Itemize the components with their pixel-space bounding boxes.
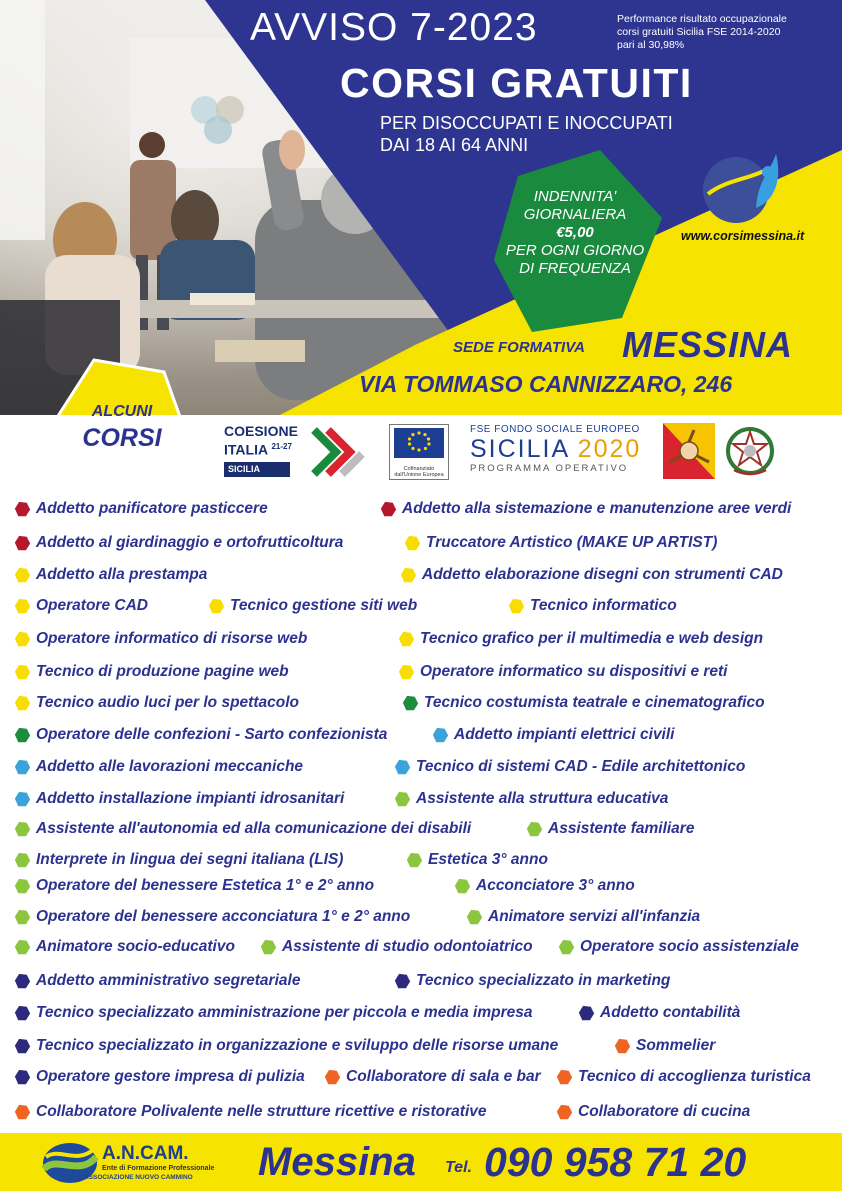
- hexagon-bullet-icon: [558, 939, 575, 956]
- indemnity-line-5: DI FREQUENZA: [519, 260, 631, 277]
- hexagon-bullet-icon: [400, 567, 417, 584]
- hexagon-bullet-icon: [14, 939, 31, 956]
- location-city: MESSINA: [622, 324, 794, 365]
- hexagon-bullet-icon: [14, 727, 31, 744]
- footer-city: Messina: [258, 1140, 416, 1184]
- indemnity-line-2: GIORNALIERA: [523, 206, 627, 223]
- course-label: Addetto amministrativo segretariale: [36, 972, 301, 989]
- hexagon-bullet-icon: [402, 695, 419, 712]
- hexagon-bullet-icon: [14, 1104, 31, 1121]
- course-item: [14, 531, 343, 555]
- sicilia-2020-logo: [470, 424, 650, 480]
- hexagon-bullet-icon: [556, 1104, 573, 1121]
- course-item: [394, 755, 745, 779]
- course-item: [466, 905, 700, 929]
- course-label: Assistente familiare: [548, 820, 695, 837]
- hexagon-bullet-icon: [394, 973, 411, 990]
- course-item: [14, 563, 207, 587]
- indemnity-line-1: INDENNITA': [533, 188, 617, 205]
- course-label: Collaboratore Polivalente nelle strutture ricettive e ristorative: [36, 1103, 487, 1120]
- footer-bar: [0, 1133, 842, 1191]
- course-item: [394, 969, 670, 993]
- course-item: [14, 1065, 305, 1089]
- performance-line-3: pari al 30,98%: [617, 39, 685, 51]
- course-label: Tecnico specializzato in organizzazione e sviluppo delle risorse umane: [36, 1037, 559, 1054]
- course-label: Operatore socio assistenziale: [580, 938, 799, 955]
- course-label: Operatore del benessere acconciatura 1° e 2° anno: [36, 908, 411, 925]
- eu-caption-2: dall'Unione Europea: [394, 472, 444, 478]
- hexagon-bullet-icon: [380, 501, 397, 518]
- eu-flag-logo: [389, 424, 449, 480]
- course-item: [400, 563, 783, 587]
- course-item: [14, 660, 289, 684]
- coesione-line-1: COESIONE: [224, 423, 298, 439]
- hexagon-bullet-icon: [508, 598, 525, 615]
- indemnity-line-4: PER OGNI GIORNO: [505, 242, 645, 259]
- eu-flag-icon: [390, 425, 448, 461]
- course-item: [14, 905, 410, 929]
- course-item: [14, 1001, 532, 1025]
- hexagon-bullet-icon: [208, 598, 225, 615]
- course-item: [14, 1100, 487, 1124]
- course-item: [14, 874, 374, 898]
- course-label: Assistente di studio odontoiatrico: [282, 938, 533, 955]
- hexagon-bullet-icon: [394, 759, 411, 776]
- course-label: Collaboratore di cucina: [578, 1103, 751, 1120]
- course-item: [14, 497, 268, 521]
- course-label: Addetto impianti elettrici civili: [454, 726, 675, 743]
- course-item: [508, 594, 677, 618]
- location-address: VIA TOMMASO CANNIZZARO, 246: [359, 371, 733, 397]
- hexagon-bullet-icon: [14, 791, 31, 808]
- hexagon-bullet-icon: [556, 1069, 573, 1086]
- phone-number[interactable]: 090 958 71 20: [484, 1139, 747, 1185]
- hexagon-bullet-icon: [14, 821, 31, 838]
- course-item: [14, 817, 471, 841]
- hexagon-bullet-icon: [14, 1069, 31, 1086]
- main-title: CORSI GRATUITI: [340, 60, 693, 106]
- course-label: Assistente alla struttura educativa: [416, 790, 669, 807]
- corsimessina-logo: [700, 150, 784, 230]
- course-item: [398, 660, 728, 684]
- hexagon-bullet-icon: [526, 821, 543, 838]
- course-label: Assistente all'autonomia ed alla comunicazione dei disabili: [36, 820, 472, 837]
- course-label: Addetto alla sistemazione e manutenzione aree verdi: [402, 500, 792, 517]
- course-label: Operatore informatico di risorse web: [36, 630, 308, 647]
- course-item: [14, 1034, 558, 1058]
- course-item: [14, 594, 148, 618]
- course-label: Operatore informatico su dispositivi e reti: [420, 663, 728, 680]
- hexagon-bullet-icon: [14, 598, 31, 615]
- course-item: [578, 1001, 740, 1025]
- hexagon-bullet-icon: [454, 878, 471, 895]
- fse-line: FSE FONDO SOCIALE EUROPEO: [470, 424, 640, 435]
- course-item: [526, 817, 694, 841]
- course-label: Estetica 3° anno: [428, 851, 548, 868]
- course-label: Addetto elaborazione disegni con strumenti CAD: [422, 566, 783, 583]
- avviso-title: AVVISO 7-2023: [250, 6, 538, 49]
- course-label: Addetto contabilità: [600, 1004, 741, 1021]
- course-item: [394, 787, 668, 811]
- course-label: Collaboratore di sala e bar: [346, 1068, 541, 1085]
- course-label: Interprete in lingua dei segni italiana (LIS): [36, 851, 344, 868]
- indemnity-text: [495, 188, 655, 278]
- course-item: [14, 848, 343, 872]
- course-label: Tecnico di sistemi CAD - Edile architettonico: [416, 758, 746, 775]
- course-label: Operatore gestore impresa di pulizia: [36, 1068, 305, 1085]
- course-item: [14, 755, 303, 779]
- hexagon-bullet-icon: [14, 535, 31, 552]
- course-label: Tecnico di produzione pagine web: [36, 663, 289, 680]
- course-label: Tecnico informatico: [530, 597, 677, 614]
- eu-caption-1: Cofinanziato: [403, 466, 435, 472]
- course-item: [14, 787, 344, 811]
- course-item: [260, 935, 533, 959]
- org-line-2: ASSOCIAZIONE NUOVO CAMMINO: [84, 1174, 193, 1181]
- performance-line-2: corsi gratuiti Sicilia FSE 2014-2020: [617, 26, 781, 38]
- course-label: Tecnico audio luci per lo spettacolo: [36, 694, 299, 711]
- course-label: Acconciatore 3° anno: [476, 877, 635, 894]
- course-label: Tecnico specializzato amministrazione per piccola e media impresa: [36, 1004, 533, 1021]
- hexagon-bullet-icon: [398, 631, 415, 648]
- hexagon-bullet-icon: [260, 939, 277, 956]
- performance-note: [617, 13, 787, 52]
- hexagon-bullet-icon: [14, 567, 31, 584]
- course-label: Addetto al giardinaggio e ortofrutticoltura: [36, 534, 344, 551]
- regione-sicilia-crest-icon: [662, 422, 716, 480]
- course-item: [398, 627, 763, 651]
- hexagon-bullet-icon: [14, 664, 31, 681]
- hexagon-bullet-icon: [14, 1038, 31, 1055]
- hexagon-bullet-icon: [432, 727, 449, 744]
- hexagon-bullet-icon: [466, 909, 483, 926]
- org-name: A.N.CAM.: [102, 1143, 189, 1164]
- hexagon-bullet-icon: [398, 664, 415, 681]
- sicilia-year: 2020: [577, 435, 642, 463]
- course-label: Addetto alla prestampa: [36, 566, 208, 583]
- course-item: [556, 1100, 750, 1124]
- hexagon-bullet-icon: [14, 695, 31, 712]
- hexagon-bullet-icon: [394, 791, 411, 808]
- coesione-years: 21-27: [271, 442, 292, 451]
- hexagon-bullet-icon: [14, 973, 31, 990]
- indemnity-amount: €5,00: [556, 224, 594, 241]
- hexagon-bullet-icon: [324, 1069, 341, 1086]
- course-item: [402, 691, 765, 715]
- coesione-line-2: ITALIA: [224, 441, 268, 458]
- coesione-region: SICILIA: [224, 462, 290, 477]
- course-label: Addetto installazione impianti idrosanitari: [36, 790, 345, 807]
- course-item: [404, 531, 717, 555]
- hexagon-bullet-icon: [14, 878, 31, 895]
- course-item: [614, 1034, 715, 1058]
- hexagon-bullet-icon: [578, 1005, 595, 1022]
- course-item: [454, 874, 635, 898]
- course-label: Addetto alle lavorazioni meccaniche: [36, 758, 304, 775]
- hexagon-bullet-icon: [614, 1038, 631, 1055]
- course-label: Operatore delle confezioni - Sarto confezionista: [36, 726, 388, 743]
- course-item: [380, 497, 791, 521]
- course-label: Operatore CAD: [36, 597, 148, 614]
- course-label: Operatore del benessere Estetica 1° e 2° anno: [36, 877, 375, 894]
- course-item: [406, 848, 548, 872]
- course-item: [14, 627, 307, 651]
- course-label: Sommelier: [636, 1037, 716, 1054]
- repubblica-italiana-emblem-icon: [724, 424, 776, 478]
- coesione-arrow-icon: [310, 426, 366, 478]
- coesione-italia-logo: [224, 424, 369, 480]
- course-item: [14, 935, 235, 959]
- badge-line-2: CORSI: [82, 424, 162, 452]
- website-link[interactable]: www.corsimessina.it: [681, 229, 805, 243]
- hexagon-bullet-icon: [14, 909, 31, 926]
- hexagon-bullet-icon: [406, 852, 423, 869]
- course-label: Tecnico gestione siti web: [230, 597, 418, 614]
- course-label: Animatore socio-educativo: [36, 938, 235, 955]
- subtitle-line-1: PER DISOCCUPATI E INOCCUPATI: [380, 113, 673, 133]
- course-label: Tecnico di accoglienza turistica: [578, 1068, 811, 1085]
- course-item: [14, 723, 387, 747]
- tel-label: Tel.: [445, 1159, 472, 1176]
- hexagon-bullet-icon: [14, 852, 31, 869]
- course-item: [432, 723, 674, 747]
- course-label: Animatore servizi all'infanzia: [488, 908, 701, 925]
- course-label: Tecnico grafico per il multimedia e web design: [420, 630, 764, 647]
- course-label: Tecnico specializzato in marketing: [416, 972, 671, 989]
- hexagon-bullet-icon: [14, 501, 31, 518]
- hexagon-bullet-icon: [14, 1005, 31, 1022]
- subtitle-line-2: DAI 18 AI 64 ANNI: [380, 135, 529, 155]
- course-item: [208, 594, 417, 618]
- hexagon-bullet-icon: [404, 535, 421, 552]
- performance-line-1: Performance risultato occupazionale: [617, 13, 787, 25]
- course-label: Tecnico costumista teatrale e cinematografico: [424, 694, 765, 711]
- course-item: [556, 1065, 811, 1089]
- sede-label: SEDE FORMATIVA: [453, 339, 585, 356]
- org-line-1: Ente di Formazione Professionale: [102, 1165, 215, 1172]
- course-item: [14, 969, 300, 993]
- course-item: [14, 691, 299, 715]
- hexagon-bullet-icon: [14, 631, 31, 648]
- badge-line-1: ALCUNI: [91, 403, 153, 420]
- programma-operativo: PROGRAMMA OPERATIVO: [470, 463, 629, 474]
- hero-section: [0, 0, 842, 415]
- hexagon-bullet-icon: [14, 759, 31, 776]
- course-label: Truccatore Artistico (MAKE UP ARTIST): [426, 534, 718, 551]
- course-item: [324, 1065, 541, 1089]
- course-label: Addetto panificatore pasticcere: [36, 500, 268, 517]
- alcuni-corsi-badge: [77, 399, 167, 451]
- sicilia-word: SICILIA: [470, 435, 569, 463]
- course-item: [558, 935, 799, 959]
